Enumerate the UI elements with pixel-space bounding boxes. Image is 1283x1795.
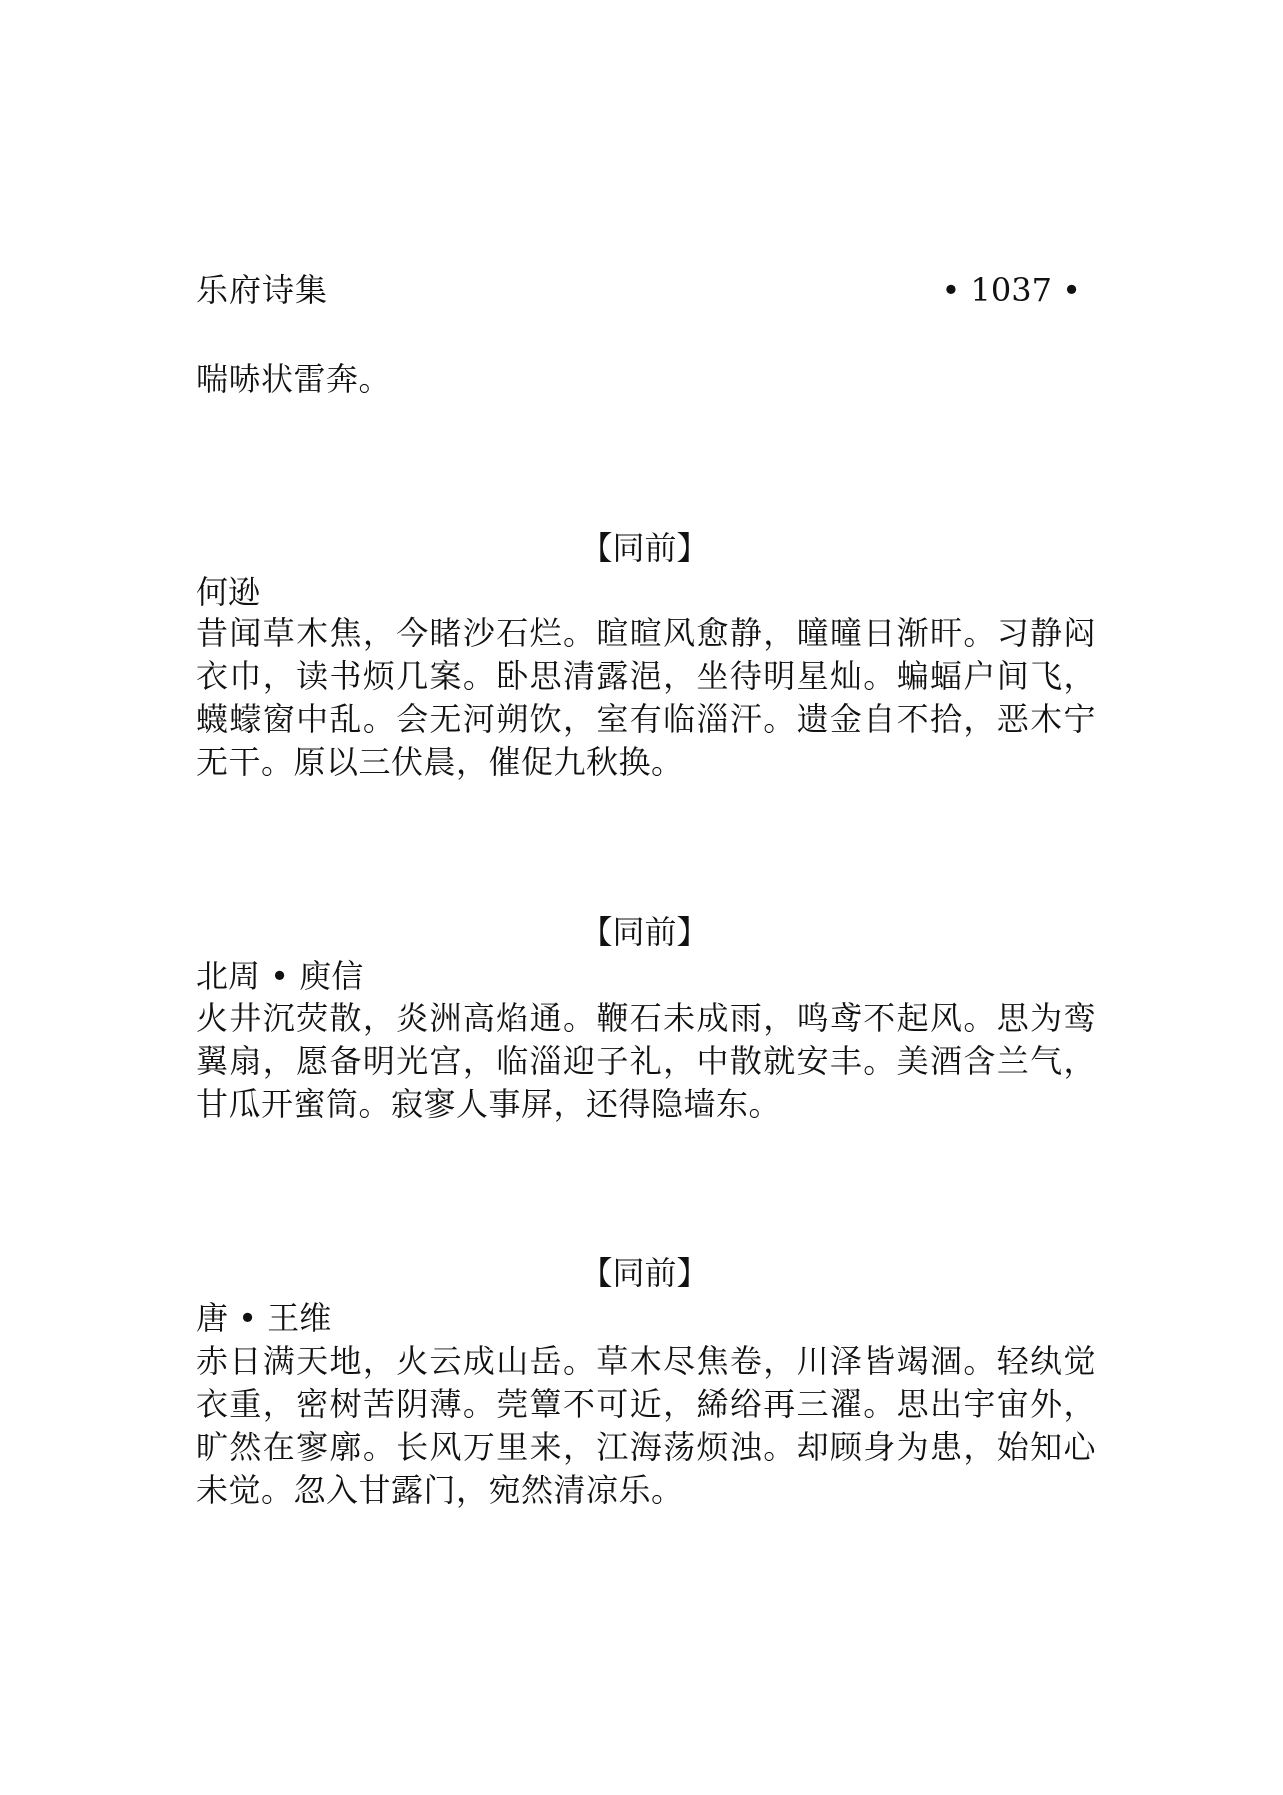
poem-body: 昔闻草木焦，今睹沙石烂。暄暄风愈静，曈曈日渐旰。习静闷衣巾，读书烦几案。卧思清露浥，坐待明星灿。蝙蝠户间飞，蠛蠓窗中乱。会无河朔饮，室有临淄汗。遗金自不拾，恶木宁无干。原以三伏晨，催促九秋换。	[196, 614, 1096, 781]
page-number: • 1037 •	[941, 271, 1081, 309]
poem-body: 火井沉荧散，炎洲高焰通。鞭石未成雨，鸣鸢不起风。思为鸾翼扇，愿备明光宫，临淄迎子礼，中散就安丰。美酒含兰气，甘瓜开蜜筒。寂寥人事屏，还得隐墙东。	[196, 999, 1096, 1123]
poem-body: 赤日满天地，火云成山岳。草木尽焦卷，川泽皆竭涸。轻纨觉衣重，密树苦阴薄。莞簟不可近，絺绤再三濯。思出宇宙外，旷然在寥廓。长风万里来，江海荡烦浊。却顾身为患，始知心未觉。忽入甘露门，宛然清凉乐。	[196, 1342, 1096, 1509]
poem-author: 何逊	[196, 573, 261, 611]
poem-title: 【同前】	[580, 1254, 709, 1292]
poem-title: 【同前】	[580, 529, 709, 567]
running-header-title: 乐府诗集	[196, 271, 329, 309]
continued-text-fragment: 喘哧状雷奔。	[196, 360, 392, 398]
poem-title: 【同前】	[580, 913, 709, 951]
poem-author: 唐 • 王维	[196, 1299, 332, 1337]
poem-author: 北周 • 庾信	[196, 957, 364, 995]
